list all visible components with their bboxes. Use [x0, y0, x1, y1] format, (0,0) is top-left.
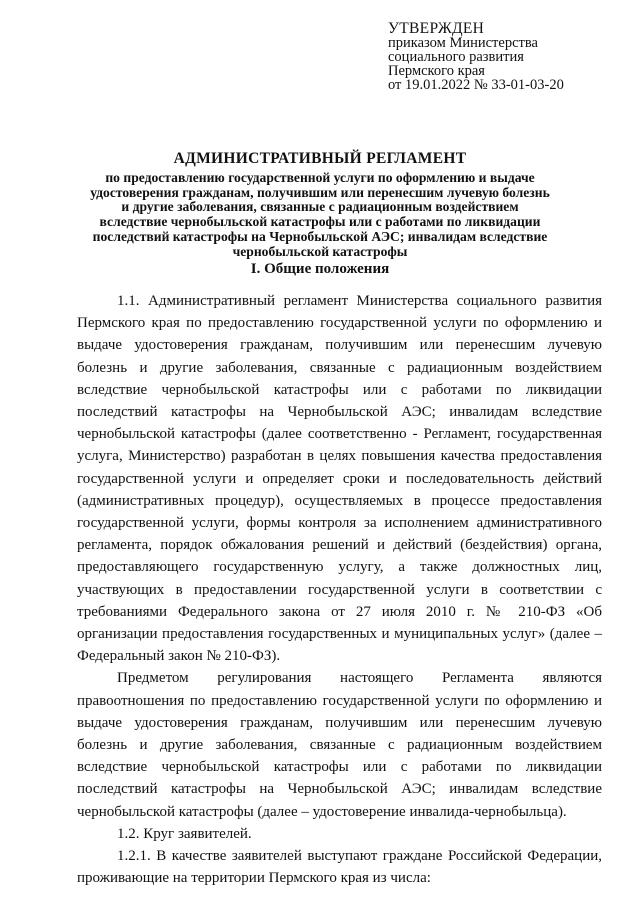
- approval-line: приказом Министерства: [388, 35, 538, 51]
- subtitle-line: и другие заболевания, связанные с радиационным воздействием: [121, 199, 519, 215]
- document-title: АДМИНИСТРАТИВНЫЙ РЕГЛАМЕНТ: [173, 150, 467, 167]
- paragraph: 1.2. Круг заявителей.: [117, 825, 252, 842]
- subtitle-line: чернобыльской катастрофы: [232, 243, 408, 259]
- document-body: [77, 290, 602, 889]
- paragraph: 1.1. Административный регламент Министерства социального развития Пермского края по предоставлению государственной услуги по оформлению и выдаче удостоверения гражданам, получившим или перенесшим лучевую болезнь и другие заболевания, связанные с радиационным воздействием вследствие чернобыльской катастрофы или с работами по ликвидации последствий катастрофы на Чернобыльской АЭС; инвалидам вследствие чернобыльской катастрофы (далее соответственно - Регламент, государственная услуга, Министерство) разработан в целях повышения качества предоставления государственной услуги и определяет сроки и последовательность действий (административных процедур), осуществляемых в процессе предоставления государственной услуги, формы контроля за исполнением административного регламента, порядок обжалования решений и действий (бездействия) органа, предоставляющего государственную услугу, а также должностных лиц, участвующих в предоставлении государственной услуги в соответствии с требованиями Федерального закона от 27 июля 2010 г. № 210-ФЗ «Об организации предоставления государственных и муниципальных услуг» (далее – Федеральный закон № 210-ФЗ).: [77, 293, 602, 665]
- section-heading: I. Общие положения: [250, 261, 390, 277]
- approval-line: Пермского края: [388, 63, 485, 79]
- approval-line: социального развития: [388, 49, 524, 65]
- subtitle-line: последствий катастрофы на Чернобыльской АЭС; инвалидам вследствие: [92, 228, 548, 244]
- paragraph: 1.2.1. В качестве заявителей выступают граждане Российской Федерации, проживающие на территории Пермского края из числа:: [77, 848, 602, 887]
- approval-stamp: [388, 22, 564, 92]
- paragraph: Предметом регулирования настоящего Регламента являются правоотношения по предоставлению государственной услуги по оформлению и выдаче удостоверения гражданам, получившим или перенесшим лучевую болезнь и другие заболевания, связанные с радиационным воздействием вследствие чернобыльской катастрофы или с работами по ликвидации последствий катастрофы на Чернобыльской АЭС; инвалидам вследствие чернобыльской катастрофы (далее – удостоверение инвалида-чернобыльца).: [77, 670, 602, 820]
- approval-line: от 19.01.2022 № 33-01-03-20: [388, 77, 564, 93]
- approval-heading: УТВЕРЖДЕН: [388, 20, 485, 37]
- subtitle-line: вследствие чернобыльской катастрофы или с работами по ликвидации: [99, 214, 541, 230]
- document-subtitle: [0, 171, 640, 259]
- subtitle-line: по предоставлению государственной услуги по оформлению и выдаче: [105, 170, 535, 185]
- subtitle-line: удостоверения гражданам, получившим или перенесшим лучевую болезнь: [90, 184, 550, 200]
